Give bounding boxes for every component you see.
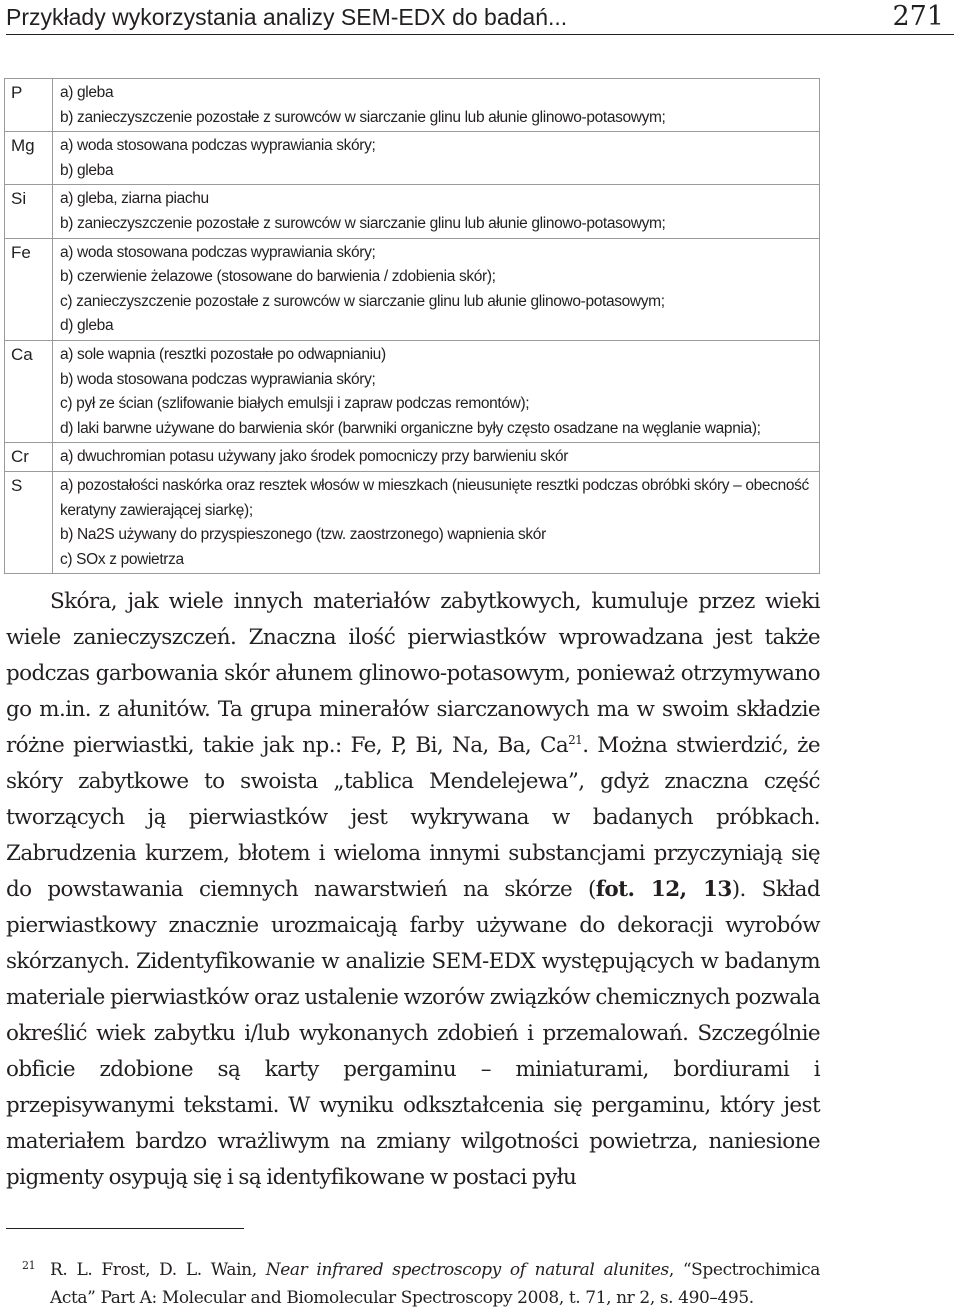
- element-symbol: Cr: [5, 443, 53, 472]
- main-paragraph: [6, 584, 820, 1196]
- source-item: a) gleba, ziarna piachu: [60, 190, 209, 208]
- table-row: [5, 340, 820, 442]
- element-symbol: Si: [5, 185, 53, 238]
- source-item: b) woda stosowana podczas wyprawiania skóry;: [60, 370, 376, 388]
- paragraph-text: Skóra, jak wiele innych materiałów zabytkowych, kumuluje przez wieki wiele zanieczyszczeń. Znaczna ilość pierwiastków wprowadzana jest także podczas garbowania skór ałunem glinowo-potasowym, ponieważ otrzymywano go m.in. z ałunitów. Ta grupa minerałów siarczanowych ma w swoim składzie różne pierwiastki, takie jak np.: Fe, P, Bi, Na, Ba, Ca: [6, 589, 820, 758]
- element-symbol: Fe: [5, 238, 53, 340]
- element-sources: [53, 185, 820, 238]
- footnote-number: 21: [22, 1259, 36, 1272]
- table-row: [5, 132, 820, 185]
- element-symbol: P: [5, 79, 53, 132]
- element-sources: [53, 132, 820, 185]
- table-row: [5, 238, 820, 340]
- source-item: a) dwuchromian potasu używany jako środek pomocniczy przy barwieniu skór: [60, 448, 569, 466]
- source-item: a) gleba: [60, 84, 114, 101]
- element-sources: [53, 471, 820, 573]
- source-item: b) Na2S używany do przyspieszonego (tzw. zaostrzonego) wapnienia skór: [60, 526, 546, 544]
- table-row: [5, 185, 820, 238]
- table-row: [5, 79, 820, 132]
- running-head-title: Przykłady wykorzystania analizy SEM-EDX do badań...: [6, 4, 568, 30]
- element-sources: [53, 79, 820, 132]
- footnote-text: [6, 1256, 820, 1312]
- footnote-authors: R. L. Frost, D. L. Wain,: [50, 1260, 266, 1280]
- source-item: b) czerwienie żelazowe (stosowane do barwienia / zdobienia skór);: [60, 268, 496, 286]
- source-item: a) sole wapnia (resztki pozostałe po odwapnianiu): [60, 345, 386, 363]
- elements-sources-table: [4, 78, 820, 574]
- source-item: b) gleba: [60, 161, 114, 179]
- source-item: a) pozostałości naskórka oraz resztek włosów w mieszkach (nieusunięte resztki podczas obróbki skóry – obecność keratyny zawierającej siarkę);: [60, 476, 809, 519]
- source-item: d) gleba: [60, 317, 114, 335]
- table-body: [5, 79, 820, 574]
- element-sources: [53, 340, 820, 442]
- running-head: [6, 0, 954, 35]
- element-sources: [53, 443, 820, 472]
- footnote: [6, 1256, 820, 1312]
- source-item: b) zanieczyszczenie pozostałe z surowców w siarczanie glinu lub ałunie glinowo-potasowym;: [60, 108, 666, 126]
- footnote-rest: , “Spectrochimica Acta” Part A: Molecular and Biomolecular Spectroscopy 2008, t. 71, nr 2, s. 490–495.: [50, 1260, 820, 1308]
- table-row: [5, 471, 820, 573]
- paragraph: [6, 584, 820, 1196]
- element-symbol: Mg: [5, 132, 53, 185]
- element-symbol: Ca: [5, 340, 53, 442]
- source-item: c) zanieczyszczenie pozostałe z surowców w siarczanie glinu lub ałunie glinowo-potasowym;: [60, 292, 665, 310]
- footnote-title: Near infrared spectroscopy of natural alunites: [265, 1260, 669, 1280]
- figure-reference: fot. 12, 13: [595, 877, 732, 902]
- table-row: [5, 443, 820, 472]
- source-item: a) woda stosowana podczas wyprawiania skóry;: [60, 137, 376, 155]
- source-item: d) laki barwne używane do barwienia skór (barwniki organiczne były często osadzane na węglanie wapnia);: [60, 419, 761, 437]
- element-sources: [53, 238, 820, 340]
- source-item: b) zanieczyszczenie pozostałe z surowców w siarczanie glinu lub ałunie glinowo-potasowym;: [60, 214, 666, 232]
- source-item: c) pył ze ścian (szlifowanie białych emulsji i zapraw podczas remontów);: [60, 395, 530, 413]
- paragraph-text: ). Skład pierwiastkowy znacznie urozmaicają farby używane do dekoracji wyrobów skórzanych. Zidentyfikowanie w analizie SEM-EDX występujących w badanym materiale pierwiastków oraz ustalenie wzorów związków chemicznych pozwala określić wiek zabytku i/lub wykonanych zdobień i przemalowań. Szczególnie obficie zdobione są karty pergaminu – miniaturami, bordiurami i przepisywanymi tekstami. W wyniku odkształcenia się pergaminu, który jest materiałem bardzo wrażliwym na zmiany wilgotności powietrza, naniesione pigmenty osypują się i są identyfikowane w postaci pyłu: [6, 877, 820, 1190]
- paragraph-text: . Można stwierdzić, że skóry zabytkowe to swoista „tablica Mendelejewa”, gdyż znaczna część tworzących ją pierwiastków jest wykrywana w badanych próbkach. Zabrudzenia kurzem, błotem i wieloma innymi substancjami przyczyniają się do powstawania ciemnych nawarstwień na skórze (: [6, 733, 821, 902]
- page-number: 271: [892, 1, 944, 32]
- footnote-reference[interactable]: 21: [568, 732, 583, 747]
- source-item: a) woda stosowana podczas wyprawiania skóry;: [60, 243, 376, 261]
- element-symbol: S: [5, 471, 53, 573]
- footnote-divider: [6, 1228, 244, 1229]
- source-item: c) SOx z powietrza: [60, 550, 184, 568]
